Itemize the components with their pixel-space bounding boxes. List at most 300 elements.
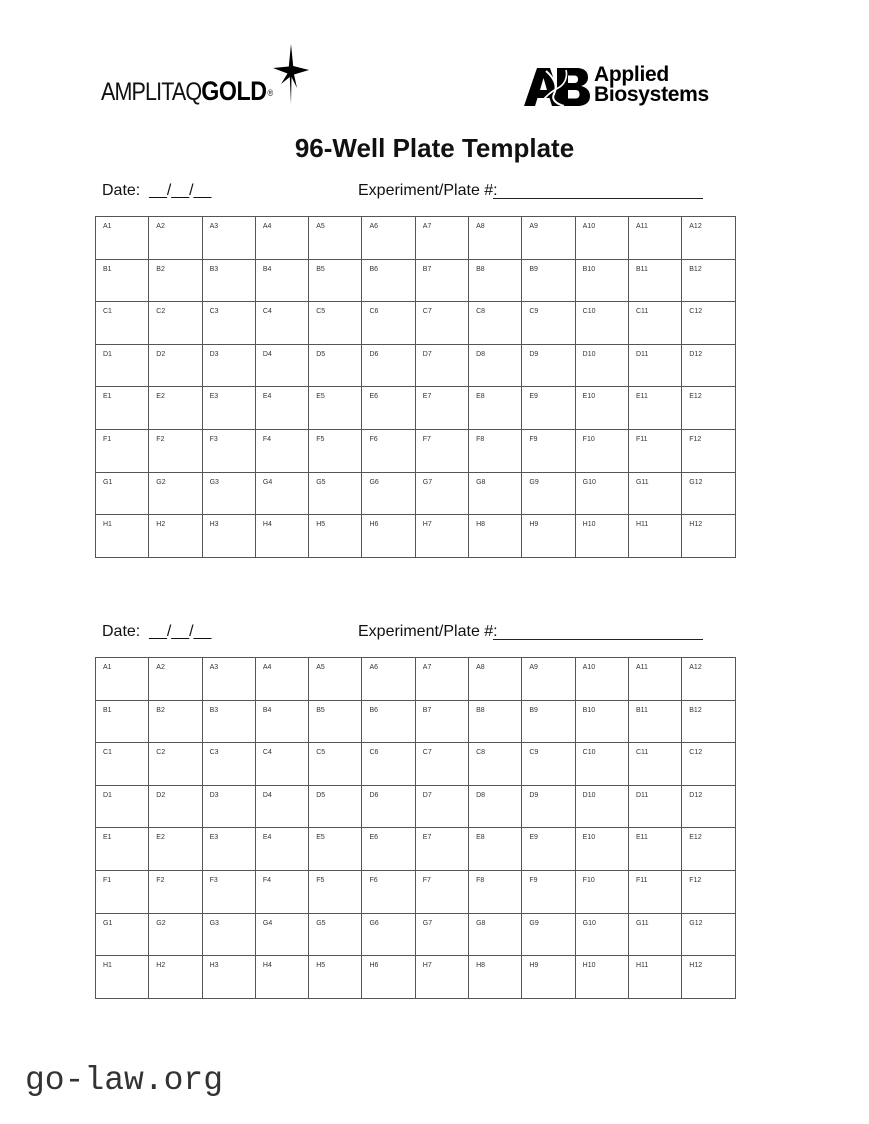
well-cell[interactable] — [628, 700, 681, 743]
plate-2-grid — [95, 657, 736, 999]
well-label: B7 — [422, 706, 432, 714]
well-cell[interactable] — [575, 472, 628, 515]
well-label: C11 — [635, 749, 649, 757]
well-cell[interactable] — [362, 302, 415, 345]
well-cell[interactable] — [469, 870, 522, 913]
well-cell[interactable] — [149, 387, 202, 430]
well-label: A10 — [582, 664, 596, 671]
well-label: A11 — [635, 664, 648, 671]
well-label: B5 — [316, 265, 325, 273]
well-cell[interactable] — [96, 259, 149, 302]
well-cell[interactable] — [682, 913, 735, 956]
well-cell[interactable] — [415, 302, 468, 345]
well-label: C11 — [635, 308, 649, 316]
well-label: H4 — [262, 521, 272, 529]
well-label: B12 — [689, 265, 702, 273]
well-cell[interactable] — [575, 743, 628, 786]
well-label: C12 — [689, 308, 703, 316]
well-label: B9 — [529, 706, 538, 714]
plate-row-e — [96, 387, 736, 430]
well-cell[interactable] — [682, 956, 735, 999]
well-cell[interactable] — [469, 658, 522, 701]
well-cell[interactable] — [255, 700, 308, 743]
plate-row-g — [96, 472, 736, 515]
well-cell[interactable] — [149, 472, 202, 515]
well-cell[interactable] — [362, 828, 415, 871]
well-label: A2 — [156, 664, 165, 671]
well-label: G11 — [635, 919, 649, 927]
well-label: G9 — [529, 919, 539, 927]
well-cell[interactable] — [415, 217, 468, 260]
well-cell[interactable] — [362, 913, 415, 956]
well-cell[interactable] — [202, 956, 255, 999]
well-label: D4 — [262, 791, 272, 799]
well-cell[interactable] — [575, 700, 628, 743]
well-cell[interactable] — [309, 344, 362, 387]
well-label: G4 — [262, 478, 273, 486]
well-cell[interactable] — [202, 344, 255, 387]
well-label: F12 — [689, 435, 702, 443]
well-label: D4 — [262, 350, 272, 358]
well-label: D8 — [476, 791, 486, 799]
well-cell[interactable] — [575, 302, 628, 345]
well-cell[interactable] — [628, 217, 681, 260]
well-cell[interactable] — [415, 828, 468, 871]
well-cell[interactable] — [628, 387, 681, 430]
well-cell[interactable] — [522, 217, 575, 260]
well-label: D7 — [422, 791, 432, 799]
well-label: B10 — [582, 706, 596, 714]
well-cell[interactable] — [415, 913, 468, 956]
well-cell[interactable] — [362, 344, 415, 387]
well-cell[interactable] — [522, 785, 575, 828]
well-label: D2 — [156, 791, 166, 799]
well-label: D8 — [476, 350, 486, 358]
applied-biosystems-logo — [524, 63, 724, 108]
well-label: E6 — [369, 393, 379, 401]
well-cell[interactable] — [202, 828, 255, 871]
well-cell[interactable] — [255, 658, 308, 701]
well-label: C1 — [103, 749, 112, 757]
well-label: F4 — [262, 435, 272, 443]
well-cell[interactable] — [309, 515, 362, 558]
date-field[interactable]: Date: __/__/__ — [102, 623, 212, 640]
well-label: E1 — [103, 393, 112, 401]
well-label: C9 — [529, 308, 539, 316]
well-label: H7 — [422, 521, 432, 529]
well-cell[interactable] — [255, 828, 308, 871]
well-cell[interactable] — [362, 658, 415, 701]
well-cell[interactable] — [522, 302, 575, 345]
well-cell[interactable] — [628, 743, 681, 786]
well-label: F7 — [422, 435, 431, 443]
well-cell[interactable] — [202, 700, 255, 743]
well-cell[interactable] — [628, 828, 681, 871]
well-label: G8 — [476, 478, 486, 486]
well-cell[interactable] — [149, 743, 202, 786]
well-label: E4 — [262, 393, 272, 401]
well-cell[interactable] — [628, 956, 681, 999]
well-cell[interactable] — [309, 785, 362, 828]
well-cell[interactable] — [255, 956, 308, 999]
well-cell[interactable] — [628, 870, 681, 913]
well-label: H1 — [103, 962, 112, 970]
well-cell[interactable] — [202, 429, 255, 472]
well-cell[interactable] — [522, 515, 575, 558]
well-cell[interactable] — [469, 217, 522, 260]
well-cell[interactable] — [149, 956, 202, 999]
well-label: G2 — [156, 478, 166, 486]
well-label: H11 — [635, 521, 649, 529]
well-cell[interactable] — [362, 700, 415, 743]
well-cell[interactable] — [682, 302, 735, 345]
well-label: E7 — [422, 834, 432, 842]
experiment-plate-input-line[interactable] — [493, 639, 703, 640]
well-cell[interactable] — [575, 785, 628, 828]
well-label: C10 — [582, 308, 596, 316]
well-cell[interactable] — [362, 429, 415, 472]
gold-text: GOLD — [201, 76, 267, 106]
plate-row-f — [96, 429, 736, 472]
plate-1-grid — [95, 216, 736, 558]
well-label: E3 — [209, 393, 219, 401]
plate-row-f — [96, 870, 736, 913]
well-cell[interactable] — [149, 217, 202, 260]
registered-mark: ® — [267, 88, 273, 98]
well-cell[interactable] — [682, 217, 735, 260]
well-label: F11 — [635, 876, 648, 884]
well-cell[interactable] — [522, 658, 575, 701]
well-cell[interactable] — [522, 472, 575, 515]
well-cell[interactable] — [469, 785, 522, 828]
well-label: E5 — [316, 834, 325, 842]
well-cell[interactable] — [575, 515, 628, 558]
well-cell[interactable] — [682, 743, 735, 786]
well-cell[interactable] — [255, 913, 308, 956]
well-cell[interactable] — [96, 344, 149, 387]
well-cell[interactable] — [149, 259, 202, 302]
well-cell[interactable] — [96, 302, 149, 345]
well-label: C8 — [476, 308, 486, 316]
well-cell[interactable] — [202, 870, 255, 913]
well-cell[interactable] — [96, 828, 149, 871]
well-label: G3 — [209, 478, 219, 486]
well-label: H10 — [582, 962, 596, 970]
well-cell[interactable] — [682, 700, 735, 743]
well-cell[interactable] — [202, 515, 255, 558]
well-cell[interactable] — [96, 472, 149, 515]
well-cell[interactable] — [255, 217, 308, 260]
well-cell[interactable] — [522, 828, 575, 871]
well-label: F8 — [476, 876, 485, 884]
well-label: A3 — [209, 223, 219, 230]
well-cell[interactable] — [628, 785, 681, 828]
well-cell[interactable] — [415, 472, 468, 515]
well-cell[interactable] — [255, 259, 308, 302]
well-cell[interactable] — [202, 302, 255, 345]
well-label: F8 — [476, 435, 485, 443]
well-cell[interactable] — [202, 785, 255, 828]
well-cell[interactable] — [415, 700, 468, 743]
well-cell[interactable] — [628, 913, 681, 956]
well-cell[interactable] — [522, 429, 575, 472]
applied-text: Applied — [594, 63, 669, 86]
well-cell[interactable] — [522, 743, 575, 786]
well-cell[interactable] — [682, 429, 735, 472]
amplitaq-text: AMPLITAQ — [101, 78, 202, 106]
well-cell[interactable] — [682, 785, 735, 828]
well-cell[interactable] — [522, 700, 575, 743]
well-cell[interactable] — [469, 302, 522, 345]
well-cell[interactable] — [309, 302, 362, 345]
ab-logo-mark — [524, 68, 590, 106]
well-cell[interactable] — [469, 472, 522, 515]
well-cell[interactable] — [309, 956, 362, 999]
well-label: F2 — [156, 435, 165, 443]
well-label: D10 — [582, 350, 596, 358]
well-label: A12 — [689, 223, 702, 230]
well-cell[interactable] — [469, 429, 522, 472]
well-label: H4 — [262, 962, 272, 970]
well-cell[interactable] — [149, 700, 202, 743]
well-cell[interactable] — [682, 828, 735, 871]
well-cell[interactable] — [309, 387, 362, 430]
well-label: B9 — [529, 265, 538, 273]
well-label: H7 — [422, 962, 432, 970]
well-cell[interactable] — [682, 344, 735, 387]
well-cell[interactable] — [362, 217, 415, 260]
well-cell[interactable] — [309, 700, 362, 743]
well-label: D10 — [582, 791, 596, 799]
well-cell[interactable] — [415, 387, 468, 430]
well-cell[interactable] — [575, 387, 628, 430]
well-cell[interactable] — [202, 743, 255, 786]
well-label: B1 — [103, 265, 112, 273]
well-cell[interactable] — [469, 700, 522, 743]
well-cell[interactable] — [415, 785, 468, 828]
well-cell[interactable] — [149, 785, 202, 828]
well-label: B6 — [369, 706, 379, 714]
well-cell[interactable] — [96, 785, 149, 828]
well-cell[interactable] — [149, 658, 202, 701]
well-label: E2 — [156, 393, 165, 401]
well-cell[interactable] — [309, 472, 362, 515]
well-cell[interactable] — [522, 387, 575, 430]
well-cell[interactable] — [362, 785, 415, 828]
well-cell[interactable] — [309, 217, 362, 260]
well-cell[interactable] — [309, 658, 362, 701]
well-cell[interactable] — [149, 828, 202, 871]
well-cell[interactable] — [362, 956, 415, 999]
well-cell[interactable] — [255, 785, 308, 828]
well-label: E3 — [209, 834, 219, 842]
well-cell[interactable] — [149, 913, 202, 956]
well-cell[interactable] — [628, 429, 681, 472]
well-label: F1 — [103, 876, 112, 884]
well-cell[interactable] — [362, 387, 415, 430]
well-cell[interactable] — [469, 387, 522, 430]
well-cell[interactable] — [255, 344, 308, 387]
well-label: E11 — [635, 393, 648, 401]
well-label: A4 — [262, 664, 272, 671]
well-cell[interactable] — [96, 913, 149, 956]
well-label: C1 — [103, 308, 112, 316]
well-cell[interactable] — [202, 913, 255, 956]
well-cell[interactable] — [575, 913, 628, 956]
well-label: A5 — [316, 664, 325, 671]
well-cell[interactable] — [575, 870, 628, 913]
well-cell[interactable] — [469, 743, 522, 786]
well-cell[interactable] — [149, 429, 202, 472]
well-label: C4 — [262, 308, 272, 316]
well-cell[interactable] — [255, 302, 308, 345]
well-cell[interactable] — [682, 472, 735, 515]
well-label: C8 — [476, 749, 486, 757]
well-cell[interactable] — [522, 259, 575, 302]
well-cell[interactable] — [628, 344, 681, 387]
well-cell[interactable] — [628, 472, 681, 515]
well-cell[interactable] — [255, 472, 308, 515]
well-label: C5 — [316, 749, 326, 757]
well-label: D7 — [422, 350, 432, 358]
well-cell[interactable] — [415, 870, 468, 913]
plate-row-e — [96, 828, 736, 871]
well-label: D6 — [369, 350, 379, 358]
well-label: F5 — [316, 876, 325, 884]
well-cell[interactable] — [96, 387, 149, 430]
well-cell[interactable] — [309, 429, 362, 472]
well-label: B2 — [156, 706, 165, 714]
well-label: B6 — [369, 265, 379, 273]
well-cell[interactable] — [362, 515, 415, 558]
well-cell[interactable] — [415, 658, 468, 701]
well-cell[interactable] — [469, 913, 522, 956]
well-cell[interactable] — [628, 302, 681, 345]
well-cell[interactable] — [469, 828, 522, 871]
well-cell[interactable] — [309, 870, 362, 913]
well-cell[interactable] — [575, 658, 628, 701]
well-cell[interactable] — [96, 956, 149, 999]
well-cell[interactable] — [469, 956, 522, 999]
well-label: F12 — [689, 876, 702, 884]
well-cell[interactable] — [682, 658, 735, 701]
plate-2-header — [102, 622, 722, 644]
well-label: C5 — [316, 308, 326, 316]
well-cell[interactable] — [96, 743, 149, 786]
well-cell[interactable] — [149, 870, 202, 913]
well-cell[interactable] — [309, 913, 362, 956]
well-cell[interactable] — [309, 828, 362, 871]
well-cell[interactable] — [96, 217, 149, 260]
well-cell[interactable] — [522, 913, 575, 956]
well-cell[interactable] — [149, 515, 202, 558]
well-label: A8 — [476, 664, 485, 671]
well-cell[interactable] — [628, 515, 681, 558]
well-cell[interactable] — [362, 870, 415, 913]
well-cell[interactable] — [202, 259, 255, 302]
well-cell[interactable] — [362, 472, 415, 515]
well-cell[interactable] — [415, 259, 468, 302]
well-label: F5 — [316, 435, 325, 443]
well-cell[interactable] — [96, 870, 149, 913]
well-cell[interactable] — [96, 429, 149, 472]
well-cell[interactable] — [255, 387, 308, 430]
well-cell[interactable] — [255, 515, 308, 558]
well-label: G8 — [476, 919, 486, 927]
plate-row-d — [96, 785, 736, 828]
well-label: H11 — [635, 962, 649, 970]
well-cell[interactable] — [682, 870, 735, 913]
well-label: B2 — [156, 265, 165, 273]
well-cell[interactable] — [255, 870, 308, 913]
well-label: B4 — [262, 706, 272, 714]
date-field[interactable]: Date: __/__/__ — [102, 182, 212, 199]
well-cell[interactable] — [362, 259, 415, 302]
well-cell[interactable] — [469, 515, 522, 558]
well-cell[interactable] — [575, 956, 628, 999]
well-cell[interactable] — [575, 344, 628, 387]
well-cell[interactable] — [628, 259, 681, 302]
well-label: F6 — [369, 876, 378, 884]
well-cell[interactable] — [522, 344, 575, 387]
well-cell[interactable] — [628, 658, 681, 701]
well-label: E2 — [156, 834, 165, 842]
well-cell[interactable] — [469, 259, 522, 302]
well-label: A3 — [209, 664, 219, 671]
well-cell[interactable] — [469, 344, 522, 387]
well-label: H9 — [529, 962, 539, 970]
experiment-plate-input-line[interactable] — [493, 198, 703, 199]
well-cell[interactable] — [202, 472, 255, 515]
well-cell[interactable] — [522, 870, 575, 913]
well-label: D11 — [635, 791, 649, 799]
well-cell[interactable] — [149, 344, 202, 387]
well-cell[interactable] — [149, 302, 202, 345]
well-cell[interactable] — [682, 515, 735, 558]
well-label: C12 — [689, 749, 703, 757]
well-label: E9 — [529, 834, 538, 842]
watermark: go-law.org — [25, 1062, 224, 1099]
well-cell[interactable] — [522, 956, 575, 999]
well-cell[interactable] — [96, 658, 149, 701]
page-title: 96-Well Plate Template — [294, 133, 575, 163]
well-cell[interactable] — [255, 743, 308, 786]
well-cell[interactable] — [415, 429, 468, 472]
well-label: H2 — [156, 521, 166, 529]
well-cell[interactable] — [255, 429, 308, 472]
well-cell[interactable] — [202, 658, 255, 701]
well-cell[interactable] — [202, 387, 255, 430]
well-cell[interactable] — [309, 743, 362, 786]
well-cell[interactable] — [415, 515, 468, 558]
well-cell[interactable] — [415, 956, 468, 999]
well-cell[interactable] — [575, 429, 628, 472]
well-cell[interactable] — [362, 743, 415, 786]
well-cell[interactable] — [682, 259, 735, 302]
well-cell[interactable] — [575, 217, 628, 260]
well-cell[interactable] — [202, 217, 255, 260]
well-cell[interactable] — [96, 700, 149, 743]
well-cell[interactable] — [415, 344, 468, 387]
well-cell[interactable] — [682, 387, 735, 430]
well-cell[interactable] — [309, 259, 362, 302]
well-label: F6 — [369, 435, 378, 443]
well-cell[interactable] — [575, 259, 628, 302]
well-label: G5 — [316, 919, 326, 927]
well-cell[interactable] — [575, 828, 628, 871]
well-cell[interactable] — [96, 515, 149, 558]
well-cell[interactable] — [415, 743, 468, 786]
